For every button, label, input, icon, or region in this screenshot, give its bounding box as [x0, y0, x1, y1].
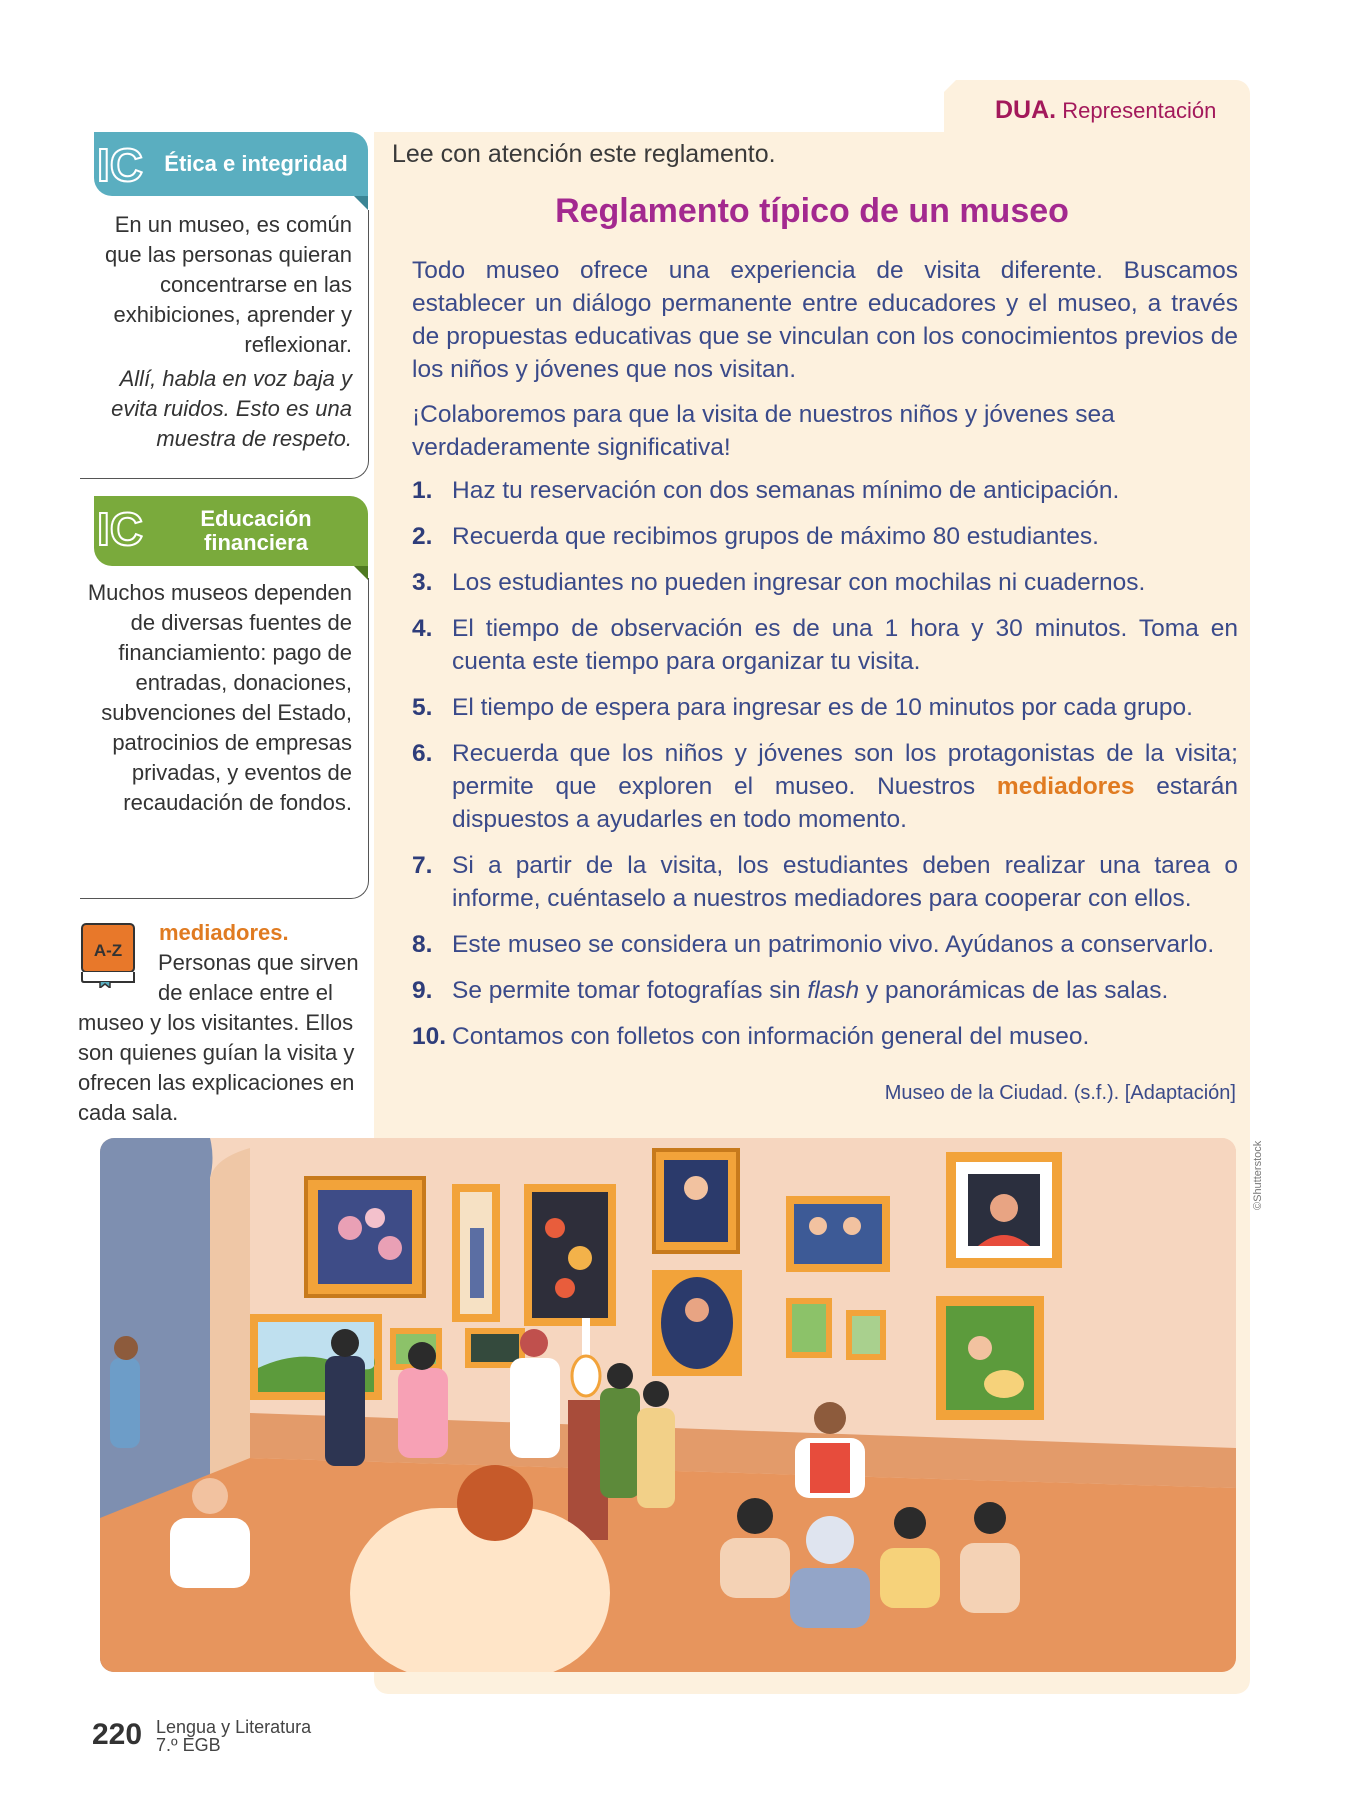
rule-item: 10. Contamos con folletos con información general del museo. — [412, 1023, 1090, 1050]
financiera-tab — [94, 496, 368, 566]
ic-logo-icon — [94, 132, 152, 196]
museum-gallery-illustration — [100, 1138, 1236, 1672]
rule-item: 8. Este museo se considera un patrimonio vivo. Ayúdanos a conservarlo. — [412, 931, 1215, 958]
etica-box — [80, 210, 369, 479]
svg-text:A-Z: A-Z — [93, 941, 123, 960]
svg-text:IC: IC — [97, 139, 143, 189]
paragraph-1: Todo museo ofrece una experiencia de visita diferente. Buscamos establecer un diálogo permanente entre educadores y el museo, a través de propuestas educativas que se vinculan con los conocimientos previos de los niños y jóvenes que nos visitan. — [412, 257, 1238, 383]
glossary-term: mediadores. — [159, 920, 289, 945]
rule-item: 4. El tiempo de observación es de una 1 hora y 30 minutos. Toma en cuenta este tiempo para organizar tu visita. — [412, 615, 1238, 675]
rule-item: 3. Los estudiantes no pueden ingresar con mochilas ni cuadernos. — [412, 569, 1146, 596]
etica-tab-label: Ética e integridad — [164, 150, 348, 176]
svg-text:IC: IC — [97, 503, 143, 553]
glossary-entry — [78, 918, 368, 1128]
rule-item: 2. Recuerda que recibimos grupos de máximo 80 estudiantes. — [412, 523, 1099, 550]
glossary-definition: Personas que sirven de enlace entre el museo y los visitantes. Ellos son quienes guían la visita y ofrecen las explicaciones en cada sala. — [78, 950, 359, 1125]
footer-subject: Lengua y Literatura 7.º EGB — [156, 1717, 312, 1755]
rule-item: 1. Haz tu reservación con dos semanas mínimo de anticipación. — [412, 477, 1120, 504]
paragraph-2: ¡Colaboremos para que la visita de nuestros niños y jóvenes sea verdaderamente significativa! — [412, 401, 1115, 461]
etica-italic-text: Allí, habla en voz baja y evita ruidos. Esto es una muestra de respeto. — [111, 366, 352, 451]
rules-list — [412, 474, 1238, 1066]
etica-text: En un museo, es común que las personas quieran concentrarse en las exhibiciones, aprender y reflexionar. — [104, 212, 352, 357]
highlight-term: mediadores — [996, 773, 1135, 800]
intro-instruction: Lee con atención este reglamento. — [392, 140, 776, 168]
image-credit: ©Shutterstock — [1252, 1140, 1264, 1210]
source-citation: Museo de la Ciudad. (s.f.). [Adaptación] — [884, 1082, 1236, 1104]
financiera-tab-label: Educación financiera — [200, 505, 312, 555]
dua-label: DUA. Representación — [995, 96, 1217, 124]
rule-item: 6. Recuerda que los niños y jóvenes son los protagonistas de la visita; permite que exploren el museo. Nuestros mediadores estarán dispuestos a ayudarles en todo momento. — [412, 740, 1238, 833]
page-title: Reglamento típico de un museo — [555, 192, 1069, 230]
financiera-text: Muchos museos dependen de diversas fuentes de financiamiento: pago de entradas, donaciones, subvenciones del Estado, patrocinios de empresas privadas, y eventos de recaudación de fondos. — [87, 580, 352, 815]
rule-item: 5. El tiempo de espera para ingresar es de 10 minutos por cada grupo. — [412, 694, 1193, 721]
rule-item: 9. Se permite tomar fotografías sin flash y panorámicas de las salas. — [412, 977, 1169, 1004]
rule-item: 7. Si a partir de la visita, los estudiantes deben realizar una tarea o informe, cuéntaselo a nuestros mediadores para cooperar con ellos. — [412, 852, 1238, 912]
ic-logo-icon — [94, 496, 152, 560]
etica-tab — [94, 132, 368, 196]
financiera-box — [80, 578, 369, 899]
page-number: 220 — [92, 1718, 143, 1751]
